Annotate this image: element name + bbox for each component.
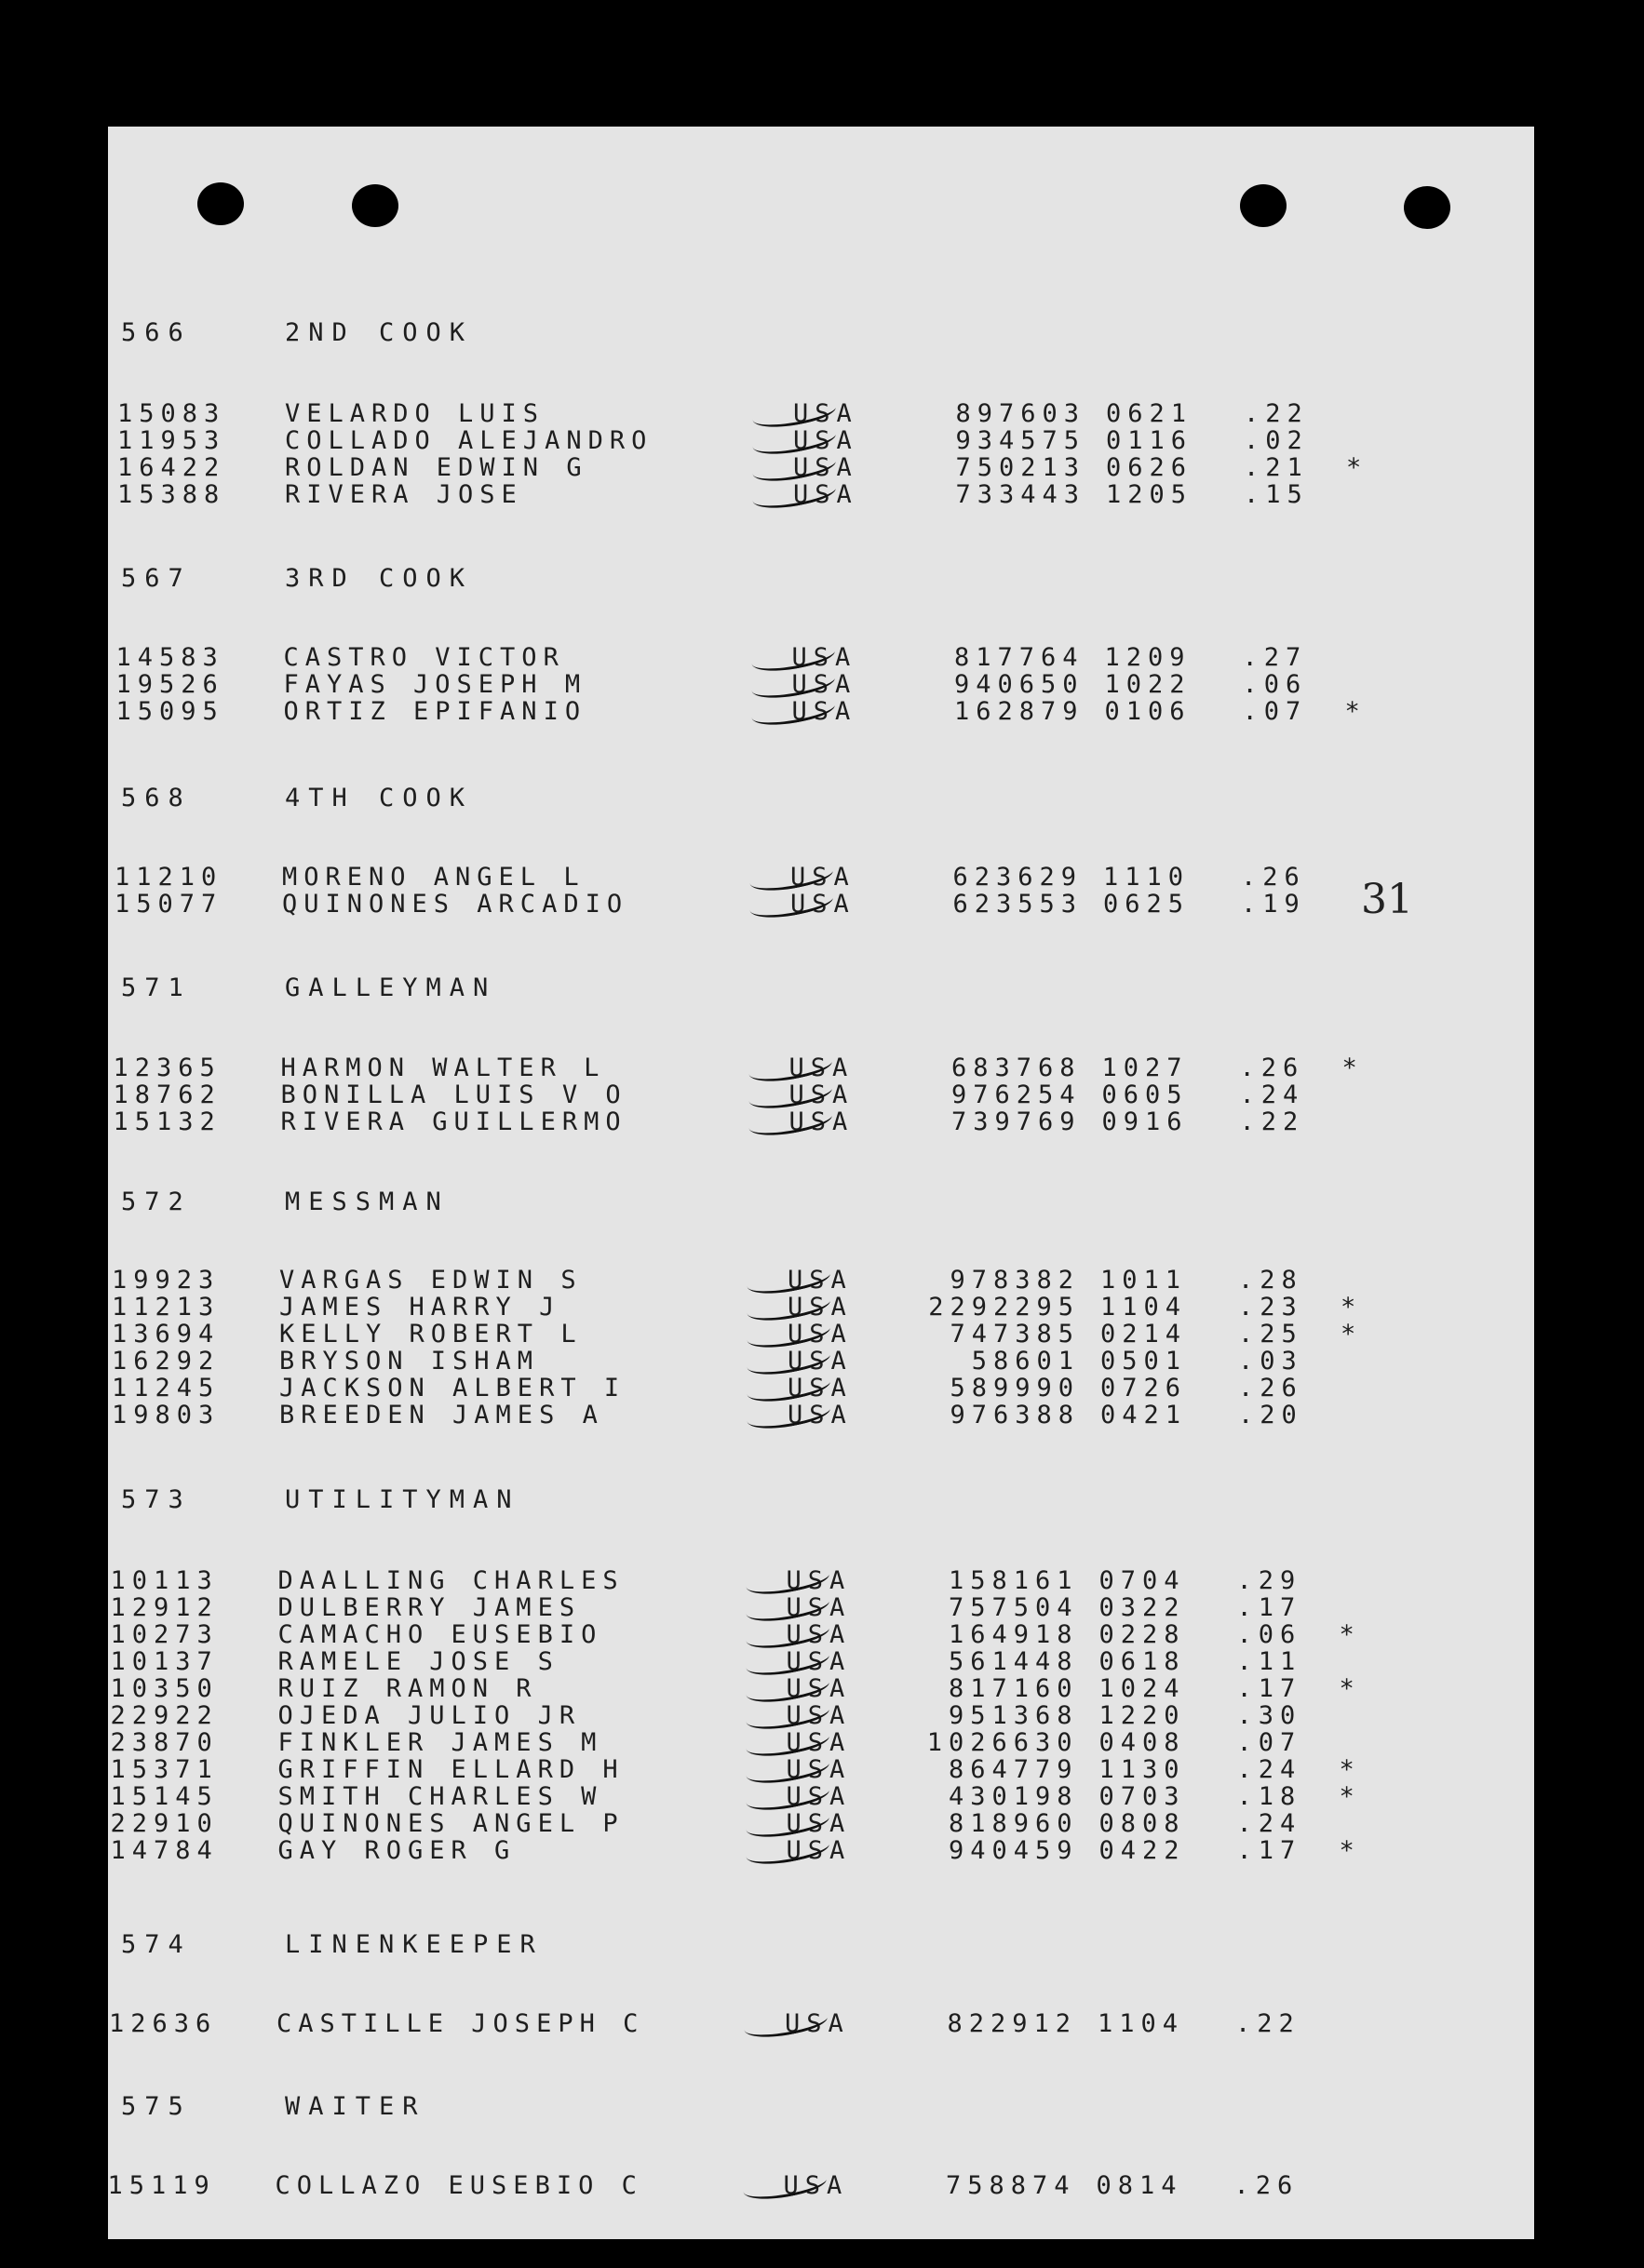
id-number: 1026630 [926, 1728, 1079, 1757]
employee-name: CASTRO VICTOR [283, 643, 565, 672]
section-code: 568 [121, 784, 192, 812]
date-code: 0916 [1101, 1107, 1189, 1136]
id-number: 750213 [955, 453, 1085, 482]
employee-name: RIVERA GUILLERMO [280, 1107, 627, 1136]
rate-value: .06 [1242, 670, 1308, 699]
id-number: 739769 [950, 1107, 1082, 1136]
rate-value: .25 [1238, 1320, 1303, 1349]
employee-id: 12912 [110, 1593, 219, 1622]
id-number: 817764 [953, 643, 1085, 672]
employee-id: 15095 [115, 697, 224, 726]
employee-id: 15119 [107, 2171, 216, 2200]
rate-value: .24 [1239, 1080, 1305, 1109]
employee-name: QUINONES ANGEL P [277, 1809, 625, 1838]
employee-name: QUINONES ARCADIO [282, 890, 629, 919]
employee-name: BONILLA LUIS V O [280, 1080, 627, 1109]
check-mark-icon [748, 884, 834, 924]
citizenship: USA [793, 481, 858, 509]
rate-value: .27 [1242, 643, 1308, 672]
date-code: 1130 [1098, 1755, 1186, 1784]
rate-value: .11 [1236, 1647, 1302, 1676]
employee-name: MORENO ANGEL L [282, 863, 586, 892]
id-number: 822912 [947, 2009, 1077, 2038]
check-mark-icon [745, 1395, 831, 1435]
date-code: 1022 [1104, 670, 1192, 699]
date-code: 1024 [1098, 1674, 1186, 1703]
employee-name: GRIFFIN ELLARD H [277, 1755, 625, 1784]
employee-name: DAALLING CHARLES [277, 1566, 625, 1595]
id-number: 623629 [952, 863, 1083, 892]
id-number: 758874 [945, 2171, 1076, 2200]
employee-id: 12636 [109, 2009, 218, 2038]
employee-id: 11245 [112, 1374, 221, 1402]
employee-name: CASTILLE JOSEPH C [276, 2009, 645, 2038]
section-title: MESSMAN [285, 1188, 450, 1216]
rate-value: .17 [1236, 1674, 1302, 1703]
id-number: 58601 [971, 1347, 1080, 1376]
id-number: 940650 [953, 670, 1085, 699]
employee-id: 10273 [110, 1620, 219, 1649]
rate-value: .24 [1236, 1809, 1302, 1838]
date-code: 0626 [1106, 453, 1193, 482]
citizenship: USA [787, 1783, 852, 1811]
citizenship: USA [792, 671, 857, 699]
asterisk-mark: * [1346, 453, 1368, 482]
rate-value: .02 [1244, 426, 1309, 455]
date-code: 1104 [1100, 1293, 1188, 1322]
citizenship: USA [788, 1321, 853, 1349]
id-number: 561448 [948, 1647, 1079, 1676]
employee-name: HARMON WALTER L [280, 1053, 606, 1082]
date-code: 0814 [1096, 2171, 1183, 2200]
check-mark-icon [742, 2004, 829, 2044]
id-number: 976388 [950, 1401, 1080, 1429]
asterisk-mark: * [1341, 1320, 1363, 1349]
id-number: 951368 [948, 1701, 1079, 1730]
rate-value: .07 [1242, 697, 1308, 726]
citizenship: USA [787, 1648, 852, 1676]
id-number: 733443 [955, 480, 1085, 509]
section-code: 572 [121, 1188, 192, 1216]
date-code: 0106 [1104, 697, 1192, 726]
employee-id: 11213 [112, 1293, 221, 1322]
asterisk-mark: * [1341, 1293, 1363, 1322]
rate-value: .24 [1236, 1755, 1302, 1784]
page-number: 31 [1361, 876, 1413, 923]
section-code: 567 [121, 564, 192, 593]
employee-id: 15083 [117, 399, 226, 428]
id-number: 747385 [950, 1320, 1080, 1349]
id-number: 164918 [948, 1620, 1079, 1649]
employee-name: JAMES HARRY J [279, 1293, 561, 1322]
id-number: 430198 [948, 1782, 1079, 1811]
employee-id: 22910 [110, 1809, 219, 1838]
rate-value: .17 [1236, 1593, 1302, 1622]
date-code: 0116 [1106, 426, 1193, 455]
rate-value: .22 [1239, 1107, 1305, 1136]
citizenship: USA [793, 454, 858, 482]
id-number: 976254 [950, 1080, 1082, 1109]
date-code: 1104 [1098, 2009, 1185, 2038]
employee-id: 10137 [110, 1647, 219, 1676]
rate-value: .19 [1241, 890, 1306, 919]
employee-id: 15145 [110, 1782, 219, 1811]
citizenship: USA [787, 1567, 852, 1595]
rate-value: .29 [1236, 1566, 1302, 1595]
citizenship: USA [787, 1621, 852, 1649]
employee-name: COLLAZO EUSEBIO C [275, 2171, 643, 2200]
id-number: 978382 [950, 1266, 1080, 1295]
citizenship: USA [793, 427, 858, 455]
id-number: 589990 [950, 1374, 1080, 1402]
rate-value: .06 [1236, 1620, 1302, 1649]
rate-value: .17 [1236, 1836, 1302, 1865]
section-title: 2ND COOK [285, 318, 474, 347]
employee-id: 13694 [112, 1320, 221, 1349]
section-code: 574 [121, 1930, 192, 1959]
date-code: 0322 [1098, 1593, 1186, 1622]
section-title: 3RD COOK [285, 564, 474, 593]
employee-id: 16422 [117, 453, 226, 482]
employee-id: 15371 [110, 1755, 219, 1784]
rate-value: .22 [1244, 399, 1309, 428]
employee-id: 15132 [113, 1107, 222, 1136]
employee-id: 19923 [112, 1266, 221, 1295]
citizenship: USA [787, 1594, 852, 1622]
employee-name: BREEDEN JAMES A [279, 1401, 604, 1429]
employee-name: RAMELE JOSE S [277, 1647, 559, 1676]
rate-value: .18 [1236, 1782, 1302, 1811]
citizenship: USA [787, 1675, 852, 1703]
check-mark-icon [749, 691, 836, 731]
roster-list [108, 127, 1534, 2239]
date-code: 0214 [1100, 1320, 1188, 1349]
asterisk-mark: * [1344, 697, 1367, 726]
employee-id: 18762 [113, 1080, 222, 1109]
date-code: 0726 [1100, 1374, 1188, 1402]
section-title: WAITER [285, 2092, 426, 2121]
id-number: 2292295 [928, 1293, 1080, 1322]
employee-name: KELLY ROBERT L [279, 1320, 583, 1349]
employee-id: 14583 [115, 643, 224, 672]
rate-value: .15 [1244, 480, 1309, 509]
employee-id: 12365 [113, 1053, 222, 1082]
check-mark-icon [741, 2166, 828, 2206]
employee-name: ROLDAN EDWIN G [285, 453, 588, 482]
section-title: GALLEYMAN [285, 973, 497, 1002]
rate-value: .21 [1244, 453, 1309, 482]
id-number: 864779 [948, 1755, 1079, 1784]
section-code: 575 [121, 2092, 192, 2121]
asterisk-mark: * [1339, 1674, 1361, 1703]
employee-name: VARGAS EDWIN S [279, 1266, 583, 1295]
citizenship: USA [790, 864, 856, 892]
check-mark-icon [747, 1102, 833, 1142]
date-code: 0605 [1101, 1080, 1189, 1109]
employee-id: 11953 [117, 426, 226, 455]
section-title: LINENKEEPER [285, 1930, 544, 1959]
citizenship: USA [790, 891, 856, 919]
citizenship: USA [788, 1348, 853, 1376]
id-number: 757504 [948, 1593, 1079, 1622]
employee-name: RUIZ RAMON R [277, 1674, 538, 1703]
rate-value: .26 [1238, 1374, 1303, 1402]
employee-name: OJEDA JULIO JR [277, 1701, 582, 1730]
employee-name: ORTIZ EPIFANIO [283, 697, 587, 726]
asterisk-mark: * [1339, 1836, 1361, 1865]
employee-name: FINKLER JAMES M [277, 1728, 603, 1757]
check-mark-icon [750, 475, 837, 515]
employee-id: 22922 [110, 1701, 219, 1730]
asterisk-mark: * [1339, 1782, 1361, 1811]
employee-name: RIVERA JOSE [285, 480, 523, 509]
section-title: UTILITYMAN [285, 1485, 520, 1514]
rate-value: .23 [1238, 1293, 1303, 1322]
employee-name: COLLADO ALEJANDRO [285, 426, 654, 455]
section-title: 4TH COOK [285, 784, 474, 812]
employee-id: 16292 [112, 1347, 221, 1376]
employee-name: BRYSON ISHAM [279, 1347, 540, 1376]
date-code: 1209 [1104, 643, 1192, 672]
rate-value: .26 [1233, 2171, 1300, 2200]
citizenship: USA [785, 2010, 850, 2038]
date-code: 0618 [1098, 1647, 1186, 1676]
employee-id: 19803 [112, 1401, 221, 1429]
date-code: 1220 [1098, 1701, 1186, 1730]
rate-value: .22 [1235, 2009, 1300, 2038]
date-code: 1205 [1106, 480, 1193, 509]
section-code: 571 [121, 973, 192, 1002]
employee-name: FAYAS JOSEPH M [283, 670, 587, 699]
id-number: 897603 [955, 399, 1085, 428]
citizenship: USA [788, 1294, 853, 1322]
rate-value: .30 [1236, 1701, 1302, 1730]
citizenship: USA [787, 1810, 852, 1838]
citizenship: USA [787, 1729, 852, 1757]
id-number: 162879 [953, 697, 1085, 726]
citizenship: USA [787, 1702, 852, 1730]
date-code: 0625 [1103, 890, 1191, 919]
citizenship: USA [788, 1267, 853, 1295]
date-code: 0703 [1098, 1782, 1186, 1811]
employee-id: 14784 [110, 1836, 219, 1865]
asterisk-mark: * [1339, 1755, 1361, 1784]
asterisk-mark: * [1341, 1053, 1364, 1082]
employee-id: 15388 [117, 480, 226, 509]
id-number: 158161 [948, 1566, 1079, 1595]
employee-id: 23870 [110, 1728, 219, 1757]
citizenship: USA [789, 1054, 855, 1082]
id-number: 818960 [948, 1809, 1079, 1838]
date-code: 0422 [1098, 1836, 1186, 1865]
employee-name: CAMACHO EUSEBIO [277, 1620, 603, 1649]
document-sheet [108, 127, 1534, 2239]
employee-id: 19526 [115, 670, 224, 699]
date-code: 0704 [1098, 1566, 1186, 1595]
date-code: 1027 [1101, 1053, 1189, 1082]
section-code: 573 [121, 1485, 192, 1514]
date-code: 0621 [1106, 399, 1193, 428]
citizenship: USA [789, 1081, 855, 1109]
section-code: 566 [121, 318, 192, 347]
employee-id: 10350 [110, 1674, 219, 1703]
date-code: 0501 [1100, 1347, 1188, 1376]
employee-name: VELARDO LUIS [285, 399, 546, 428]
rate-value: .20 [1238, 1401, 1303, 1429]
employee-name: GAY ROGER G [277, 1836, 517, 1865]
date-code: 0808 [1098, 1809, 1186, 1838]
id-number: 623553 [952, 890, 1083, 919]
citizenship: USA [792, 698, 857, 726]
id-number: 940459 [948, 1836, 1079, 1865]
employee-id: 11210 [115, 863, 223, 892]
date-code: 1110 [1103, 863, 1191, 892]
rate-value: .07 [1236, 1728, 1302, 1757]
citizenship: USA [788, 1375, 853, 1402]
date-code: 0228 [1098, 1620, 1186, 1649]
id-number: 683768 [950, 1053, 1082, 1082]
id-number: 817160 [948, 1674, 1079, 1703]
citizenship: USA [793, 400, 858, 428]
check-mark-icon [744, 1831, 830, 1871]
rate-value: .28 [1238, 1266, 1303, 1295]
employee-name: DULBERRY JAMES [277, 1593, 582, 1622]
citizenship: USA [789, 1108, 855, 1136]
citizenship: USA [784, 2172, 849, 2200]
id-number: 934575 [955, 426, 1085, 455]
employee-name: JACKSON ALBERT I [279, 1374, 627, 1402]
employee-id: 15077 [115, 890, 223, 919]
employee-id: 10113 [110, 1566, 219, 1595]
citizenship: USA [787, 1837, 852, 1865]
rate-value: .03 [1238, 1347, 1303, 1376]
date-code: 0408 [1098, 1728, 1186, 1757]
rate-value: .26 [1239, 1053, 1305, 1082]
rate-value: .26 [1241, 863, 1306, 892]
citizenship: USA [788, 1402, 853, 1429]
citizenship: USA [787, 1756, 852, 1784]
citizenship: USA [792, 644, 857, 672]
date-code: 1011 [1100, 1266, 1188, 1295]
date-code: 0421 [1100, 1401, 1188, 1429]
employee-name: SMITH CHARLES W [277, 1782, 603, 1811]
asterisk-mark: * [1339, 1620, 1361, 1649]
